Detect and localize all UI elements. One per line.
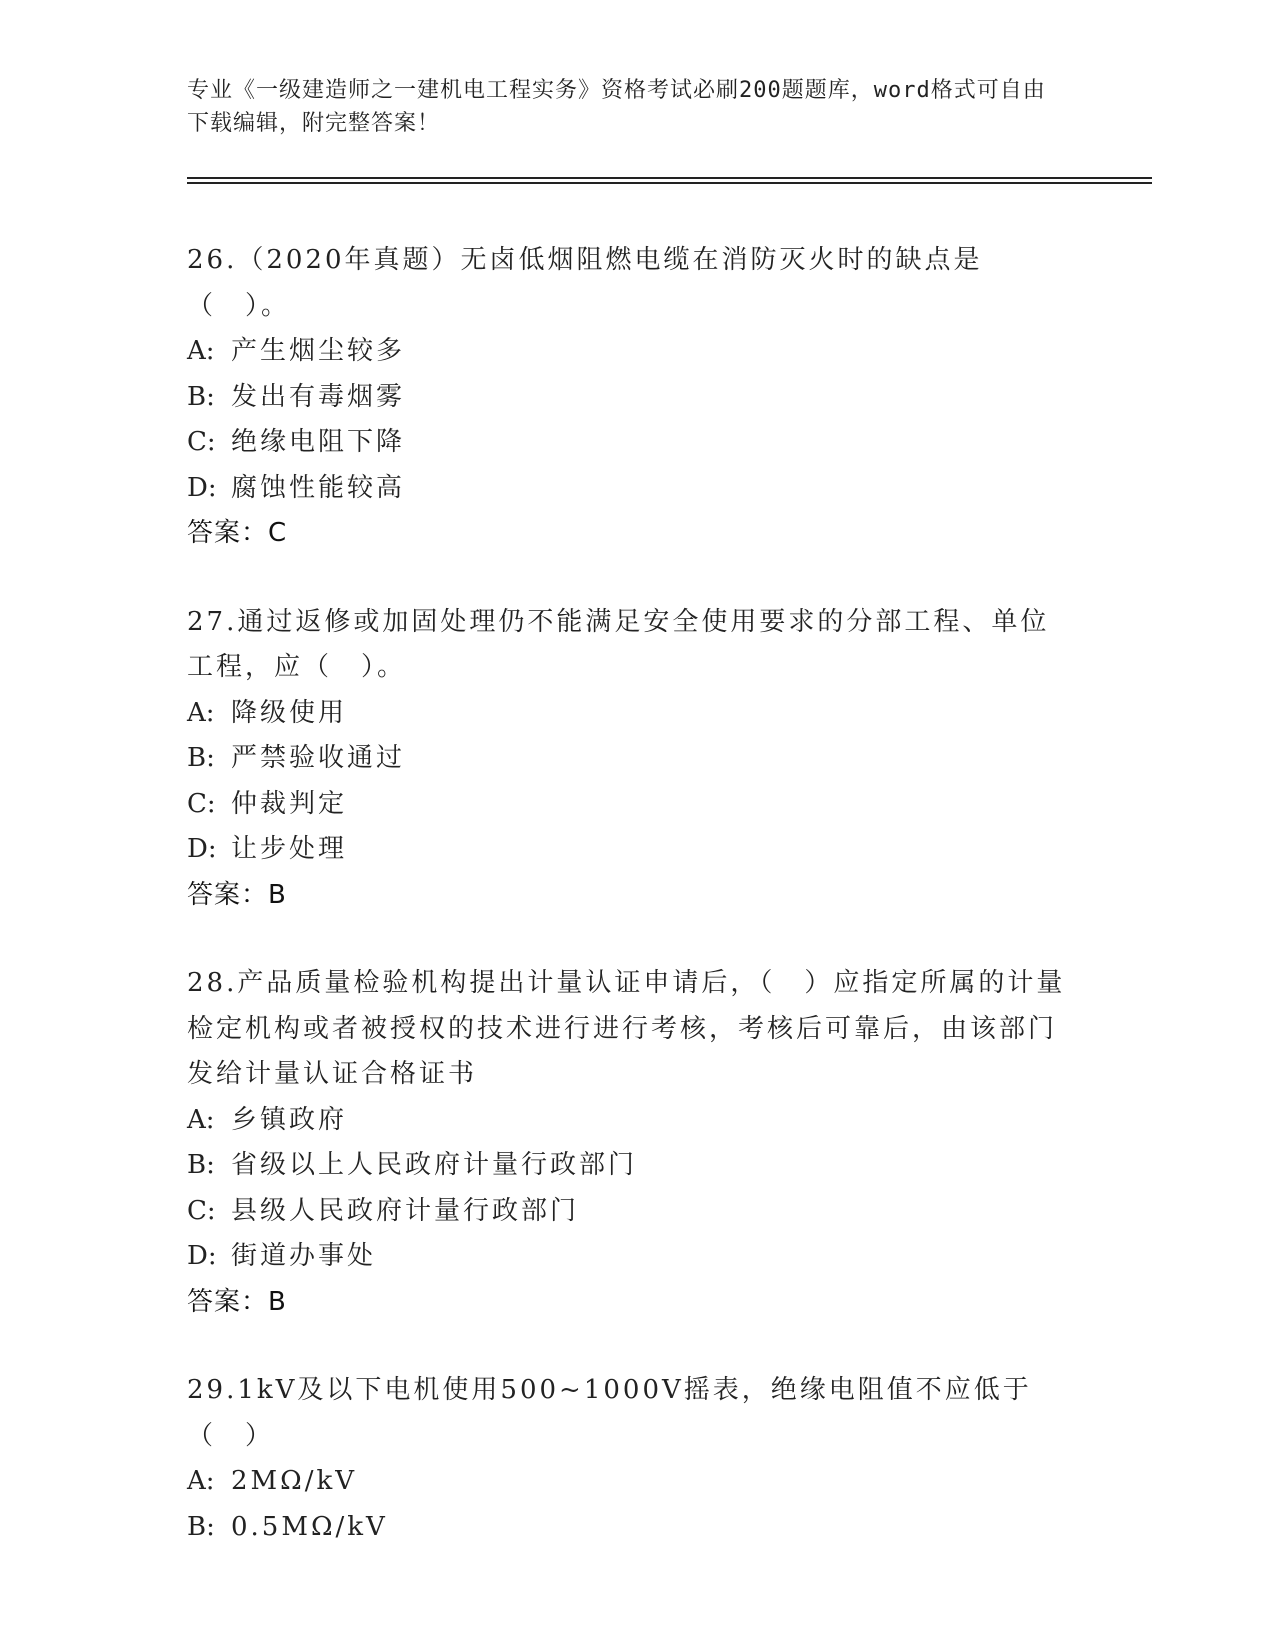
option-text: 严禁验收通过 xyxy=(231,743,406,773)
option-letter: C: xyxy=(187,1195,216,1226)
option-b xyxy=(187,736,1067,782)
question-stem: 28.产品质量检验机构提出计量认证申请后，（ ）应指定所属的计量检定机构或者被授权的技术进行进行考核，考核后可靠后，由该部门发给计量认证合格证书 xyxy=(187,968,1066,1089)
option-letter: C: xyxy=(187,427,216,457)
option-d xyxy=(187,827,1067,873)
option-text: 0.5MΩ/kV xyxy=(231,1511,388,1542)
question-29 xyxy=(187,1368,1067,1550)
option-d xyxy=(187,466,1067,512)
option-c xyxy=(187,1189,1067,1235)
option-b xyxy=(187,375,1067,421)
answer: 答案：B xyxy=(187,1286,287,1317)
answer: 答案：C xyxy=(187,518,288,548)
option-text: 产生烟尘较多 xyxy=(231,336,406,366)
option-text: 发出有毒烟雾 xyxy=(231,381,406,412)
option-letter: A: xyxy=(187,697,215,728)
header-divider-bottom xyxy=(187,182,1152,184)
option-letter: B: xyxy=(187,743,215,773)
option-text: 街道办事处 xyxy=(231,1241,377,1271)
document-header: 专业《一级建造师之一建机电工程实务》资格考试必刷200题题库，word格式可自由下载编辑，附完整答案！ xyxy=(187,78,1046,136)
question-list xyxy=(187,238,1067,1593)
option-text: 省级以上人民政府计量行政部门 xyxy=(231,1150,638,1180)
option-a xyxy=(187,1459,1067,1505)
question-stem: 29.1kV及以下电机使用500~1000V摇表，绝缘电阻值不应低于（ ） xyxy=(187,1375,1032,1451)
option-b xyxy=(187,1143,1067,1189)
question-28 xyxy=(187,961,1067,1325)
option-text: 绝缘电阻下降 xyxy=(231,427,406,457)
option-letter: B: xyxy=(187,1511,215,1542)
option-letter: D: xyxy=(187,834,217,864)
option-text: 降级使用 xyxy=(231,697,348,728)
option-text: 2MΩ/kV xyxy=(231,1466,358,1496)
option-a xyxy=(187,1098,1067,1144)
option-d xyxy=(187,1234,1067,1280)
question-27 xyxy=(187,600,1067,919)
option-c xyxy=(187,420,1067,466)
option-a xyxy=(187,691,1067,737)
option-letter: A: xyxy=(187,336,215,366)
header-divider-top xyxy=(187,177,1152,179)
option-text: 仲裁判定 xyxy=(231,788,348,819)
option-letter: B: xyxy=(187,381,215,412)
option-letter: A: xyxy=(187,1104,215,1135)
option-a xyxy=(187,329,1067,375)
option-text: 乡镇政府 xyxy=(231,1104,348,1135)
question-stem: 26.（2020年真题）无卤低烟阻燃电缆在消防灭火时的缺点是（ ）。 xyxy=(187,245,983,321)
option-letter: D: xyxy=(187,472,217,503)
option-letter: B: xyxy=(187,1150,215,1180)
option-letter: C: xyxy=(187,788,216,819)
option-letter: A: xyxy=(187,1466,215,1496)
option-c xyxy=(187,782,1067,828)
option-text: 县级人民政府计量行政部门 xyxy=(231,1195,580,1226)
question-26 xyxy=(187,238,1067,557)
option-letter: D: xyxy=(187,1241,217,1271)
question-stem: 27.通过返修或加固处理仍不能满足安全使用要求的分部工程、单位工程，应（ ）。 xyxy=(187,606,1050,682)
answer: 答案：B xyxy=(187,879,287,910)
option-text: 让步处理 xyxy=(231,834,348,864)
option-b xyxy=(187,1505,1067,1551)
option-text: 腐蚀性能较高 xyxy=(231,472,406,503)
